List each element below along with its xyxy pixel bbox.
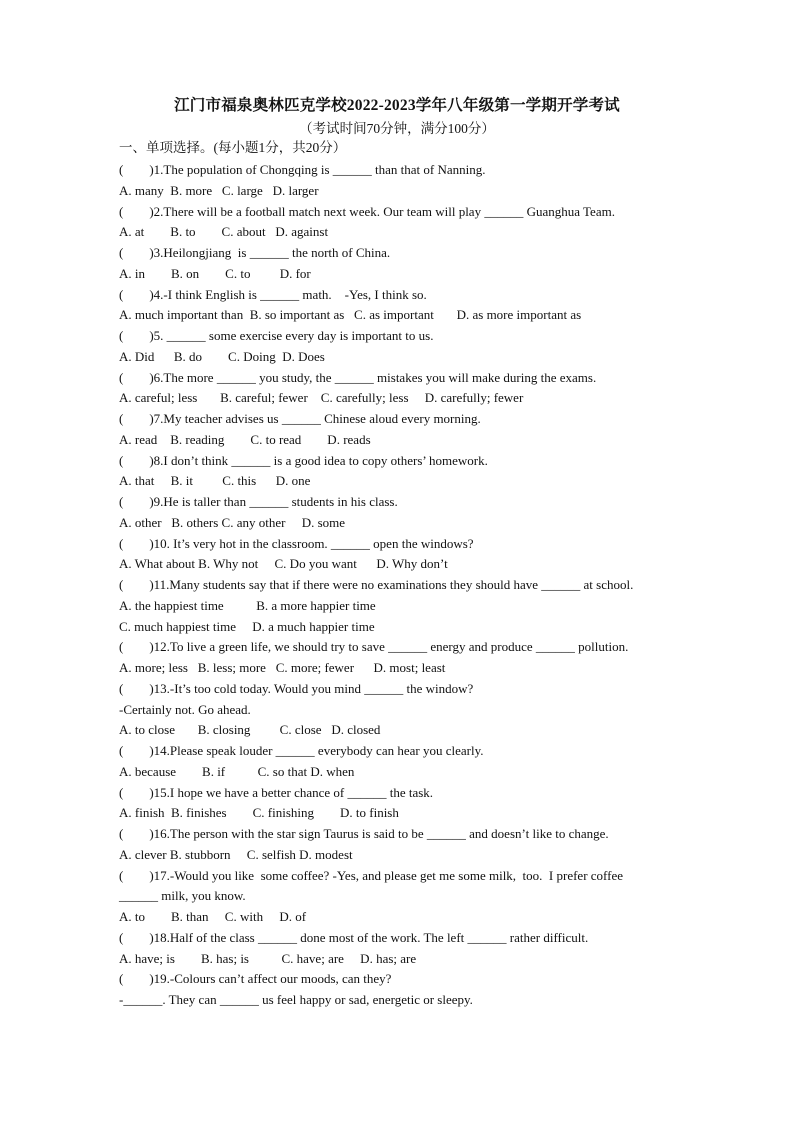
exam-line: A. that B. it C. this D. one [119, 473, 311, 489]
exam-line: A. the happiest time B. a more happier time [119, 597, 376, 613]
exam-line: ( )11.Many students say that if there were no examinations they should have ______ at school. [119, 577, 634, 592]
exam-line: ( )15.I hope we have a better chance of ______ the task. [119, 784, 434, 800]
exam-line: A. have; is B. has; is C. have; are D. has; are [119, 950, 417, 966]
exam-line: ( )7.My teacher advises us ______ Chinese aloud every morning. [119, 411, 481, 426]
exam-line: ( )16.The person with the star sign Taurus is said to be ______ and doesn’t like to change. [119, 826, 609, 841]
exam-line: A. in B. on C. to D. for [119, 265, 311, 281]
exam-line: ( )18.Half of the class ______ done most of the work. The left ______ rather difficult. [119, 929, 589, 945]
exam-subtitle: （考试时间70分钟，满分100分） [299, 121, 495, 136]
exam-line: ( )3.Heilongjiang is ______ the north of China. [119, 245, 391, 260]
exam-line: ( )19.-Colours can’t affect our moods, can they? [119, 971, 392, 987]
exam-line: A. Did B. do C. Doing D. Does [119, 348, 325, 364]
exam-line: A. because B. if C. so that D. when [119, 763, 355, 779]
exam-line: A. to B. than C. with D. of [119, 909, 307, 924]
exam-line: A. to close B. closing C. close D. closed [119, 722, 381, 738]
exam-line: A. more; less B. less; more C. more; fewer D. most; least [119, 660, 446, 675]
exam-line: A. clever B. stubborn C. selfish D. modest [119, 846, 353, 862]
exam-line: A. read B. reading C. to read D. reads [119, 431, 371, 447]
exam-line: A. careful; less B. careful; fewer C. carefully; less D. carefully; fewer [119, 390, 524, 406]
exam-line: A. much important than B. so important as C. as important D. as more important as [119, 307, 582, 323]
exam-line: ( )17.-Would you like some coffee? -Yes, and please get me some milk, too. I prefer coffee [119, 867, 624, 883]
exam-line: ( )6.The more ______ you study, the ______ mistakes you will make during the exams. [119, 369, 597, 385]
exam-line: ( )2.There will be a football match next week. Our team will play ______ Guanghua Team. [119, 203, 615, 219]
exam-line: ( )5. ______ some exercise every day is important to us. [119, 328, 434, 343]
exam-line: ( )13.-It’s too cold today. Would you mind ______ the window? [119, 680, 474, 696]
exam-line: -______. They can ______ us feel happy or sad, energetic or sleepy. [119, 992, 473, 1007]
exam-line: ( )9.He is taller than ______ students in his class. [119, 494, 398, 509]
exam-line: ( )14.Please speak louder ______ everybody can hear you clearly. [119, 743, 484, 758]
exam-line: -Certainly not. Go ahead. [119, 701, 251, 717]
exam-line: ( )10. It’s very hot in the classroom. ______ open the windows? [119, 535, 474, 551]
exam-line: A. What about B. Why not C. Do you want D. Why don’t [119, 556, 448, 572]
exam-line: ( )8.I don’t think ______ is a good idea to copy others’ homework. [119, 452, 488, 468]
exam-line: ( )4.-I think English is ______ math. -Yes, I think so. [119, 286, 427, 302]
exam-line: A. many B. more C. large D. larger [119, 182, 319, 198]
exam-line: ( )1.The population of Chongqing is ______ than that of Nanning. [119, 162, 486, 177]
exam-line: A. finish B. finishes C. finishing D. to finish [119, 805, 399, 821]
exam-line: ( )12.To live a green life, we should try to save ______ energy and produce ______ pollution. [119, 639, 629, 655]
exam-line: ______ milk, you know. [119, 888, 246, 904]
exam-line: C. much happiest time D. a much happier time [119, 618, 375, 634]
exam-line: A. other B. others C. any other D. some [119, 514, 346, 530]
exam-line: A. at B. to C. about D. against [119, 224, 329, 240]
section-heading: 一、单项选择。(每小题1分，共20分） [119, 140, 347, 155]
exam-title: 江门市福泉奥林匹克学校2022-2023学年八年级第一学期开学考试 [174, 97, 620, 114]
